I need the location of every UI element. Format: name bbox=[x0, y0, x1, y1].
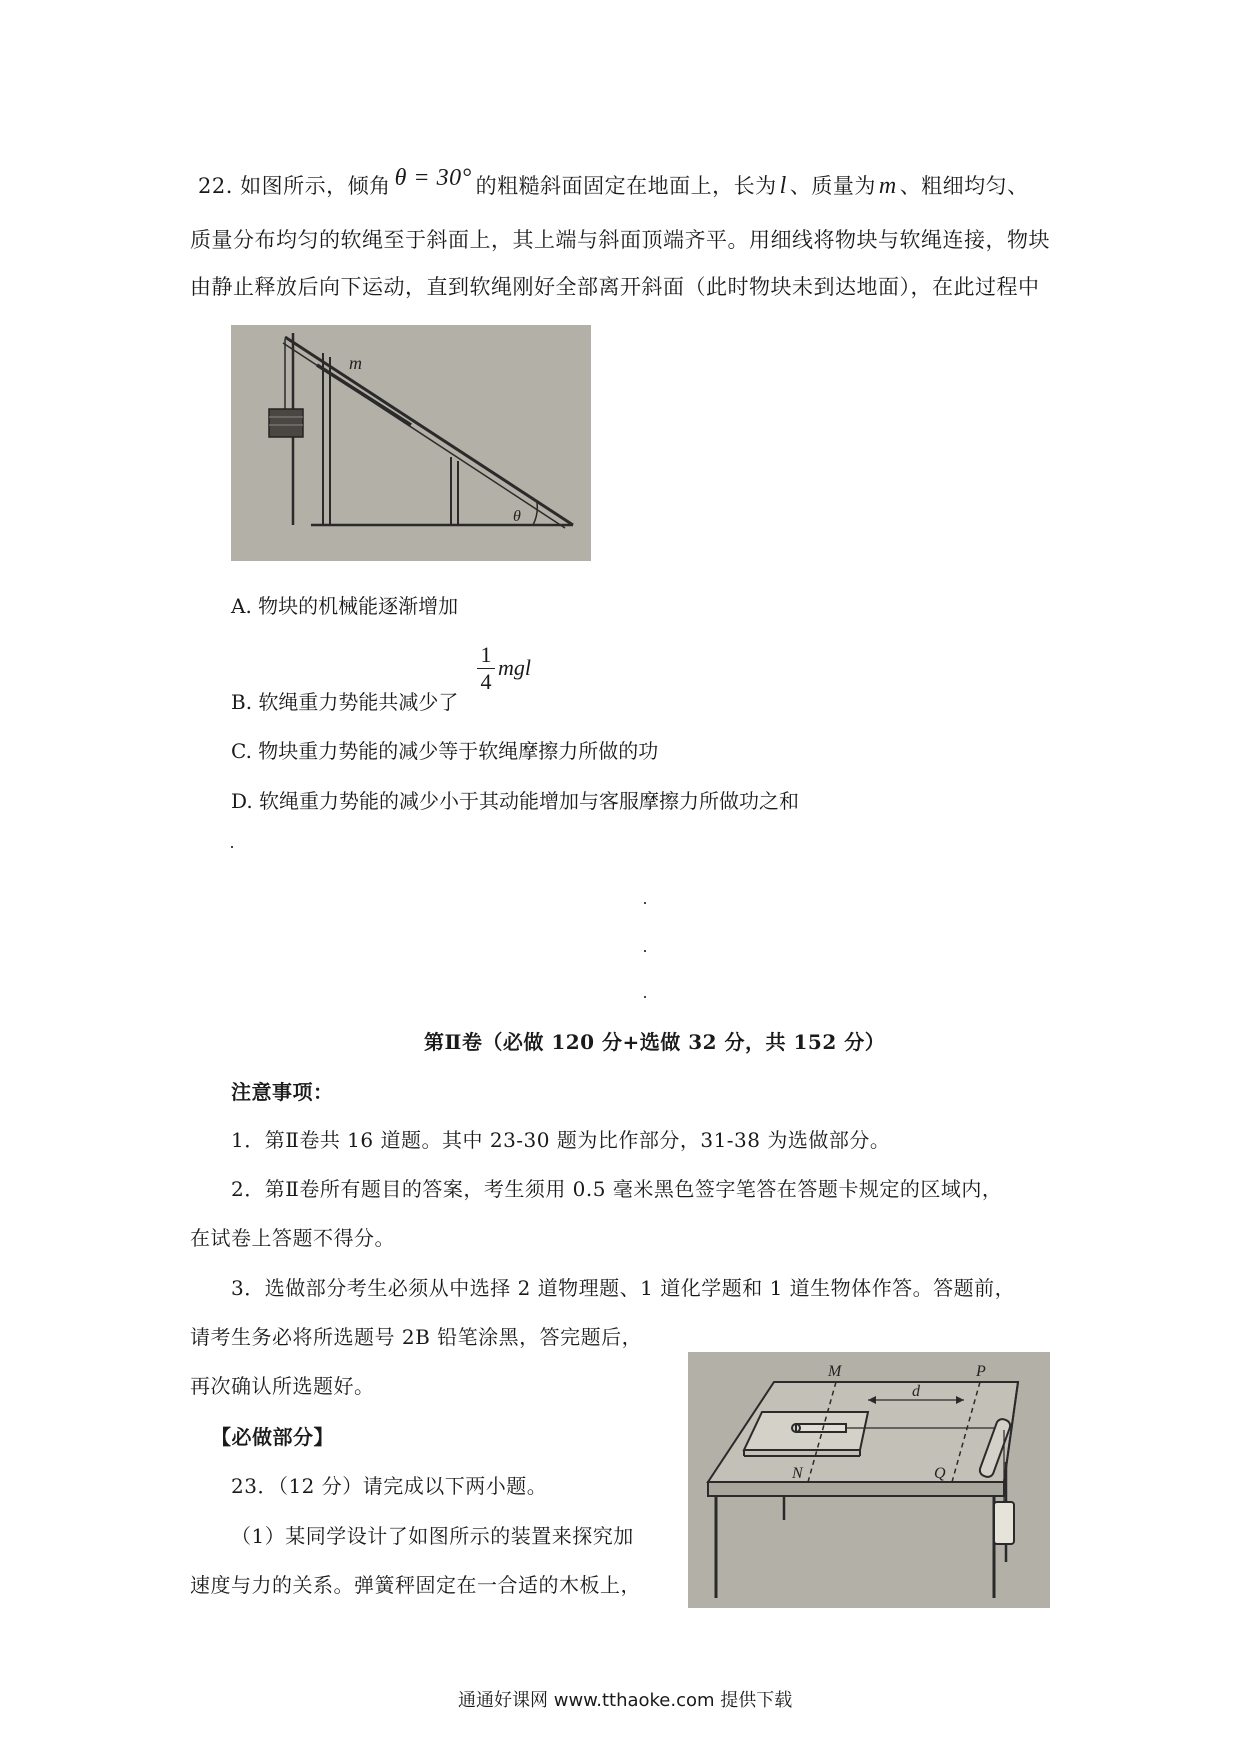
fraction-one-quarter bbox=[476, 642, 496, 695]
option-b-expr: mgl bbox=[498, 655, 531, 680]
incline-figure bbox=[231, 325, 591, 561]
speck bbox=[231, 846, 233, 848]
angle-arc bbox=[533, 503, 537, 525]
q22-line3: 由静止释放后向下运动，直到软绳刚好全部离开斜面（此时物块未到达地面），在此过程中 bbox=[190, 275, 1040, 299]
block bbox=[269, 409, 303, 437]
notice-3b: 请考生务必将所选题号 2B 铅笔涂黑，答完题后， bbox=[190, 1325, 643, 1349]
table-diagram bbox=[688, 1352, 1050, 1608]
q22-line2: 质量分布均匀的软绳至于斜面上，其上端与斜面顶端齐平。用细线将物块与软绳连接，物块 bbox=[190, 228, 1050, 252]
mass-symbol: m bbox=[878, 173, 897, 199]
theta-eq: θ = 30° bbox=[394, 165, 472, 191]
q22-sep1: 、质量为 bbox=[789, 174, 876, 198]
option-a: A. 物块的机械能逐渐增加 bbox=[231, 594, 459, 618]
label-d: d bbox=[912, 1383, 920, 1400]
label-q: Q bbox=[934, 1465, 946, 1482]
q22-line1-pre: 22. 如图所示，倾角 bbox=[198, 174, 391, 198]
notice-2a: 2．第Ⅱ卷所有题目的答案，考生须用 0.5 毫米黑色签字笔答在答题卡规定的区域内， bbox=[231, 1177, 1003, 1201]
label-n: N bbox=[792, 1465, 803, 1482]
required-title: 【必做部分】 bbox=[211, 1425, 334, 1449]
q22-line1 bbox=[198, 165, 1029, 201]
table-edge bbox=[708, 1482, 1004, 1496]
q23-part1-line2: 速度与力的关系。弹簧秤固定在一合适的木板上， bbox=[190, 1573, 641, 1597]
notice-3c: 再次确认所选题好。 bbox=[190, 1374, 375, 1398]
soft-rope bbox=[317, 365, 411, 425]
speck bbox=[644, 902, 646, 904]
footer-source: 通通好课网 www.tthaoke.com 提供下载 bbox=[458, 1690, 793, 1711]
theta-label: θ bbox=[513, 508, 521, 525]
option-b-text: B. 软绳重力势能共减少了 bbox=[231, 690, 459, 714]
label-p: P bbox=[976, 1363, 986, 1380]
option-b bbox=[231, 686, 458, 715]
q23-title: 23．（12 分）请完成以下两小题。 bbox=[231, 1474, 548, 1498]
notice-title: 注意事项： bbox=[231, 1080, 334, 1104]
section-title: 第Ⅱ卷（必做 120 分+选做 32 分，共 152 分） bbox=[424, 1030, 886, 1054]
length-symbol: l bbox=[779, 173, 787, 199]
speck bbox=[644, 996, 646, 998]
fraction-denominator: 4 bbox=[480, 669, 492, 694]
notice-2b: 在试卷上答题不得分。 bbox=[190, 1226, 395, 1250]
notice-3a: 3．选做部分考生必须从中选择 2 道物理题、1 道化学题和 1 道生物体作答。答题前， bbox=[231, 1276, 1016, 1300]
spring-scale bbox=[796, 1424, 846, 1432]
label-m: M bbox=[828, 1363, 842, 1380]
bottle bbox=[994, 1502, 1014, 1544]
speck bbox=[644, 950, 646, 952]
q23-part1-line1: （1）某同学设计了如图所示的装置来探究加 bbox=[231, 1524, 634, 1548]
option-d: D. 软绳重力势能的减少小于其动能增加与客服摩擦力所做功之和 bbox=[231, 789, 800, 813]
fraction-numerator: 1 bbox=[480, 642, 492, 667]
mass-label: m bbox=[349, 353, 362, 373]
incline-diagram bbox=[231, 325, 591, 561]
table-figure bbox=[688, 1352, 1050, 1608]
incline-surface bbox=[285, 337, 573, 525]
q22-line1-post: 的粗糙斜面固定在地面上，长为 bbox=[475, 174, 777, 198]
option-c: C. 物块重力势能的减少等于软绳摩擦力所做的功 bbox=[231, 739, 659, 763]
q22-line1-end: 、粗细均匀、 bbox=[899, 174, 1029, 198]
notice-1: 1．第Ⅱ卷共 16 道题。其中 23-30 题为比作部分，31-38 为选做部分。 bbox=[231, 1128, 891, 1152]
